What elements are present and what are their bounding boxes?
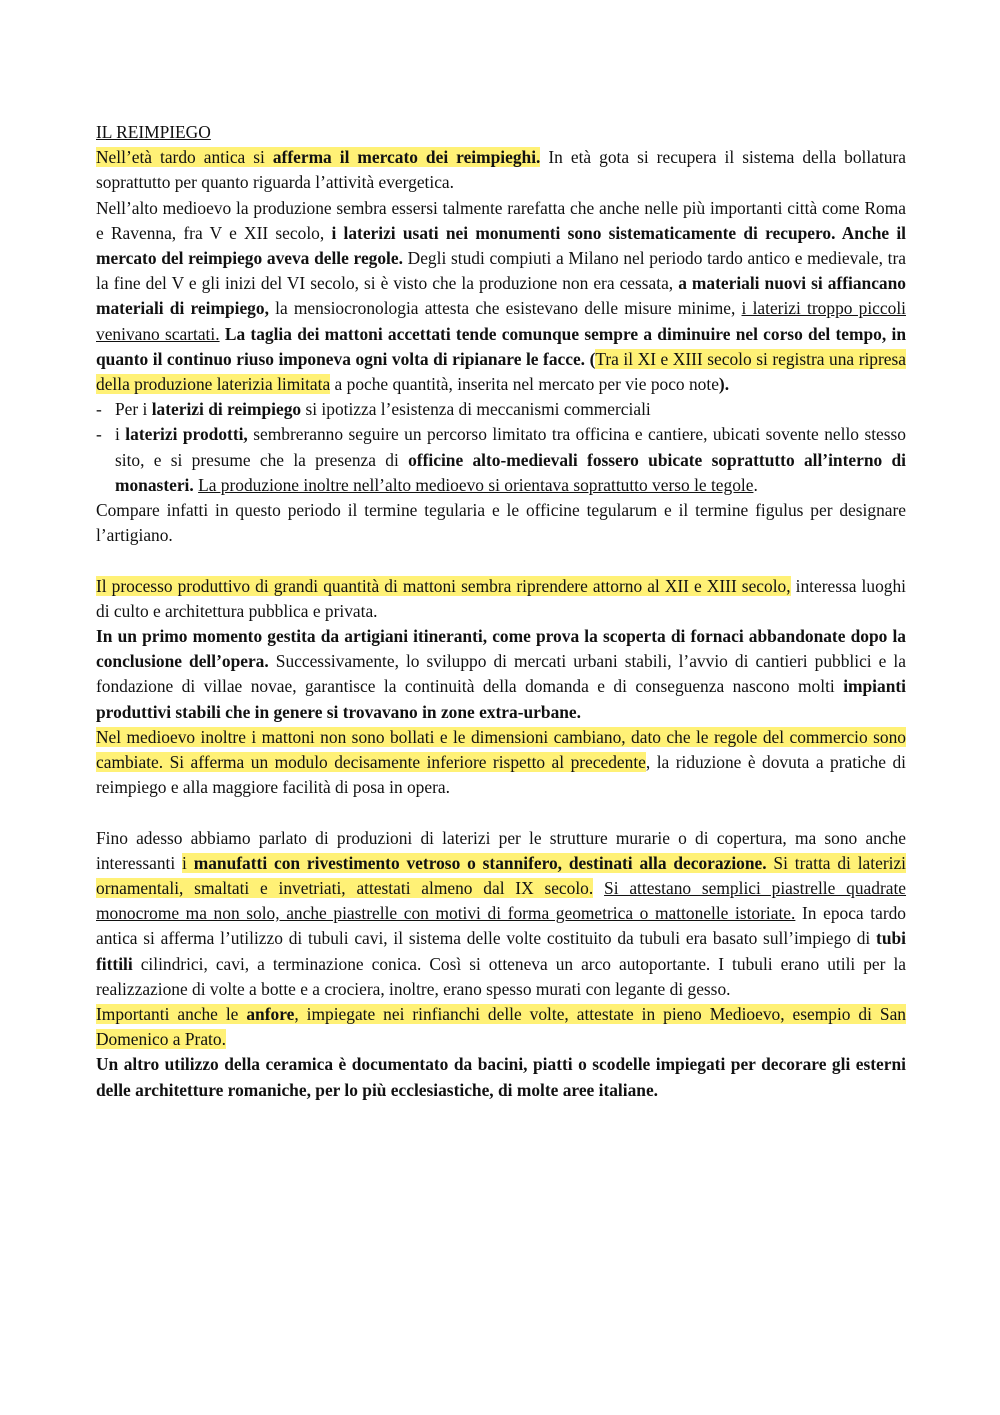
paragraph-bacini: Un altro utilizzo della ceramica è documentato da bacini, piatti o scodelle impiegati per decorare gli esterni delle architetture romaniche, per lo più ecclesiastiche, di molte aree italiane. — [96, 1054, 906, 1100]
paragraph-spacer — [96, 548, 906, 573]
document-page — [96, 120, 906, 1103]
list-item: - Per i laterizi di reimpiego si ipotizza l’esistenza di meccanismi commerciali — [96, 397, 906, 422]
paragraph-intro: Nell’età tardo antica si afferma il mercato dei reimpieghi. In età gota si recupera il sistema della bollatura soprattutto per quanto riguarda l’attività evergetica. — [96, 147, 906, 193]
highlighted-text: Tra il XI e XIII secolo si registra una ripresa della produzione laterizia limitata — [96, 348, 907, 395]
underlined-text: Si attestano semplici piastrelle quadrate monocrome ma non solo, anche piastrelle con motivi di forma geometrica o mattonelle istoriate. — [96, 878, 907, 924]
list-item: - i laterizi prodotti, sembreranno seguire un percorso limitato tra officina e cantiere, ubicati sovente nello stesso sito, e si presume che la presenza di officine alto-medievali fossero ubicate soprattutto all’interno di monasteri. La produzione inoltre nell’alto medioevo si orientava soprattutto verso le tegole. — [96, 422, 906, 498]
paragraph-artigiani: In un primo momento gestita da artigiani itineranti, come prova la scoperta di fornaci abbandonate dopo la conclusione dell’opera. Successivamente, lo sviluppo di mercati urbani stabili, l’avvio di cantieri pubblici e la fondazione di villae novae, garantisce la continuità della domanda e di conseguenza nascono molti impianti produttivi stabili che in genere si trovavano in zone extra-urbane. — [96, 626, 906, 722]
paragraph-bollati: Nel medioevo inoltre i mattoni non sono bollati e le dimensioni cambiano, dato che le regole del commercio sono cambiate. Si afferma un modulo decisamente inferiore rispetto al precedente, la riduzione è dovuta a pratiche di reimpiego e alla maggiore facilità di posa in opera. — [96, 726, 907, 798]
paragraph-processo-produttivo: Il processo produttivo di grandi quantità di mattoni sembra riprendere attorno al XII e XIII secolo, interessa luoghi di culto e architettura pubblica e privata. — [96, 575, 906, 621]
bold-text: i laterizi usati nei monumenti sono sistematicamente di recupero. Anche il mercato del reimpiego aveva delle regole. — [96, 222, 906, 269]
paragraph-spacer — [96, 800, 906, 825]
bold-text: tubi fittili — [96, 928, 906, 974]
paragraph-tegularia: Compare infatti in questo periodo il termine tegularia e le officine tegularum e il termine figulus per designare l’artigiano. — [96, 500, 906, 546]
bold-text: La taglia dei mattoni accettati tende comunque sempre a diminuire nel corso del tempo, in quanto il continuo riuso imponeva ogni volta di ripianare le facce. ( — [96, 323, 906, 369]
highlighted-text: Importanti anche le anfore, impiegate nei rinfianchi delle volte, attestate in pieno Medioevo, esempio di San Domenico a Prato. — [96, 1004, 906, 1050]
underlined-text: La produzione inoltre nell’alto medioevo si orientava soprattutto verso le tegole — [198, 474, 754, 495]
bold-text: impianti produttivi stabili che in genere si trovavano in zone extra-urbane. — [96, 676, 906, 722]
document-title: IL REIMPIEGO — [96, 122, 211, 142]
highlighted-text: i manufatti con rivestimento vetroso o stannifero, destinati alla decorazione. — [182, 852, 767, 873]
dash-list — [96, 397, 906, 498]
highlighted-text: Si tratta di laterizi ornamentali, smaltati e invetriati, attestati almeno dal IX secolo. — [96, 852, 906, 899]
paragraph-manufatti: Fino adesso abbiamo parlato di produzioni di laterizi per le strutture murarie o di copertura, ma sono anche interessanti i manufatti con rivestimento vetroso o stannifero, destinati alla decorazione. Si tratta di laterizi ornamentali, smaltati e invetriati, attestati almeno dal IX secolo. Si attestano semplici piastrelle quadrate monocrome ma non solo, anche piastrelle con motivi di forma geometrica o mattonelle istoriate. In epoca tardo antica si afferma l’utilizzo di tubuli cavi, il sistema delle volte costituito da tubuli era basato sull’impiego di tubi fittili cilindrici, cavi, a terminazione conica. Così si otteneva un arco autoportante. I tubuli erano utili per la realizzazione di volte a botte e a crociera, inoltre, erano spesso murati con legante di gesso. — [96, 827, 907, 999]
highlighted-text: Nel medioevo inoltre i mattoni non sono bollati e le dimensioni cambiano, dato che le regole del commercio sono cambiate. Si afferma un modulo decisamente inferiore rispetto al precedente — [96, 726, 906, 773]
underlined-text: i laterizi troppo piccoli venivano scartati. — [96, 298, 906, 344]
paragraph-alto-medioevo: Nell’alto medioevo la produzione sembra essersi talmente rarefatta che anche nelle più importanti città come Roma e Ravenna, fra V e XII secolo, i laterizi usati nei monumenti sono sistematicamente di recupero. Anche il mercato del reimpiego aveva delle regole. Degli studi compiuti a Milano nel periodo tardo antico e medievale, tra la fine del V e gli inizi del VI secolo, si è visto che la produzione non era cessata, a materiali nuovi si affiancano materiali di reimpiego, la mensiocronologia attesta che esistevano delle misure minime, i laterizi troppo piccoli venivano scartati. La taglia dei mattoni accettati tende comunque sempre a diminuire nel corso del tempo, in quanto il continuo riuso imponeva ogni volta di ripianare le facce. (Tra il XI e XIII secolo si registra una ripresa della produzione laterizia limitata a poche quantità, inserita nel mercato per vie poco note). — [96, 197, 907, 395]
highlighted-text: Il processo produttivo di grandi quantità di mattoni sembra riprendere attorno al XII e XIII secolo, — [96, 575, 791, 596]
bold-text: a materiali nuovi si affiancano materiali di reimpiego, — [96, 273, 906, 319]
paragraph-anfore — [96, 1002, 906, 1052]
bold-text: In un primo momento gestita da artigiani itineranti, come prova la scoperta di fornaci abbandonate dopo la conclusione dell’opera. — [96, 626, 906, 672]
highlighted-text: Nell’età tardo antica si afferma il mercato dei reimpieghi. — [96, 147, 541, 168]
